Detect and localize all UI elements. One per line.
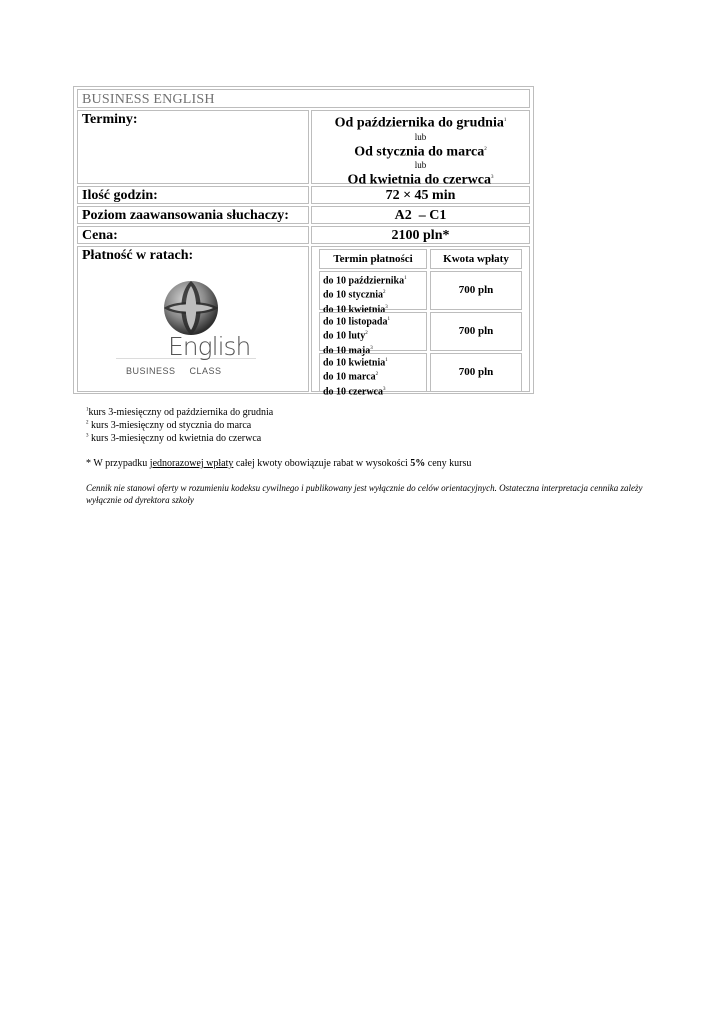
amount-row-3: 700 pln (430, 353, 522, 392)
col-amount-header: Kwota wpłaty (430, 249, 522, 269)
term-1: Od października do grudnia$^1$ (334, 115, 507, 131)
amount-row-1: 700 pln (430, 271, 522, 310)
level-label: Poziom zaawansowania słuchaczy: (77, 206, 309, 224)
terminy-value (311, 110, 530, 188)
hours-value: 72 × 45 min (311, 186, 530, 204)
english-business-class-logo (116, 278, 256, 382)
term-row-1: do 10 października$^1$ do 10 stycznia$^2$ do 10 kwietnia$^3$ (319, 271, 427, 310)
amount-row-2: 700 pln (430, 312, 522, 351)
disclaimer: Cennik nie stanowi oferty w rozumieniu kodeksu cywilnego i publikowany jest wyłącznie do celów orientacyjnych. Ostateczna interpretacja cennika zależy wyłącznie od dyrektora szkoły (86, 483, 643, 505)
price-value: 2100 pln* (311, 226, 530, 244)
table-header: BUSINESS ENGLISH (77, 89, 530, 108)
footnote-2: $^2$ kurs 3-miesięczny od stycznia do marca (86, 420, 252, 431)
logo-sub: BUSINESS CLASS (126, 366, 222, 376)
col-term-header: Termin płatności (319, 249, 427, 269)
level-value: A2 – C1 (311, 206, 530, 224)
hours-label: Ilość godzin: (77, 186, 309, 204)
footnote-3: $^3$ kurs 3-miesięczny od kwietnia do czerwca (86, 433, 262, 444)
term-3: Od kwietnia do czerwca$^3$ (347, 172, 494, 188)
lub-2: lub (414, 160, 427, 171)
footnote-1: $^1$kurs 3-miesięczny od października do grudnia (86, 407, 274, 418)
price-label: Cena: (77, 226, 309, 244)
logo-word: English (168, 332, 251, 361)
terminy-label: Terminy: (77, 110, 309, 184)
installments-label: Płatność w ratach: (82, 248, 194, 263)
discount-note: * W przypadku jednorazowej wpłaty całej kwoty obowiązuje rabat w wysokości 5% ceny kursu (86, 458, 472, 469)
lub-1: lub (414, 131, 427, 142)
term-row-2: do 10 listopada$^1$ do 10 luty$^2$ do 10 maja$^3$ (319, 312, 427, 351)
installments-table (311, 246, 530, 397)
term-2: Od stycznia do marca$^2$ (354, 144, 487, 160)
term-row-3: do 10 kwietnia$^1$ do 10 marca$^2$ do 10 czerwca$^3$ (319, 353, 427, 392)
